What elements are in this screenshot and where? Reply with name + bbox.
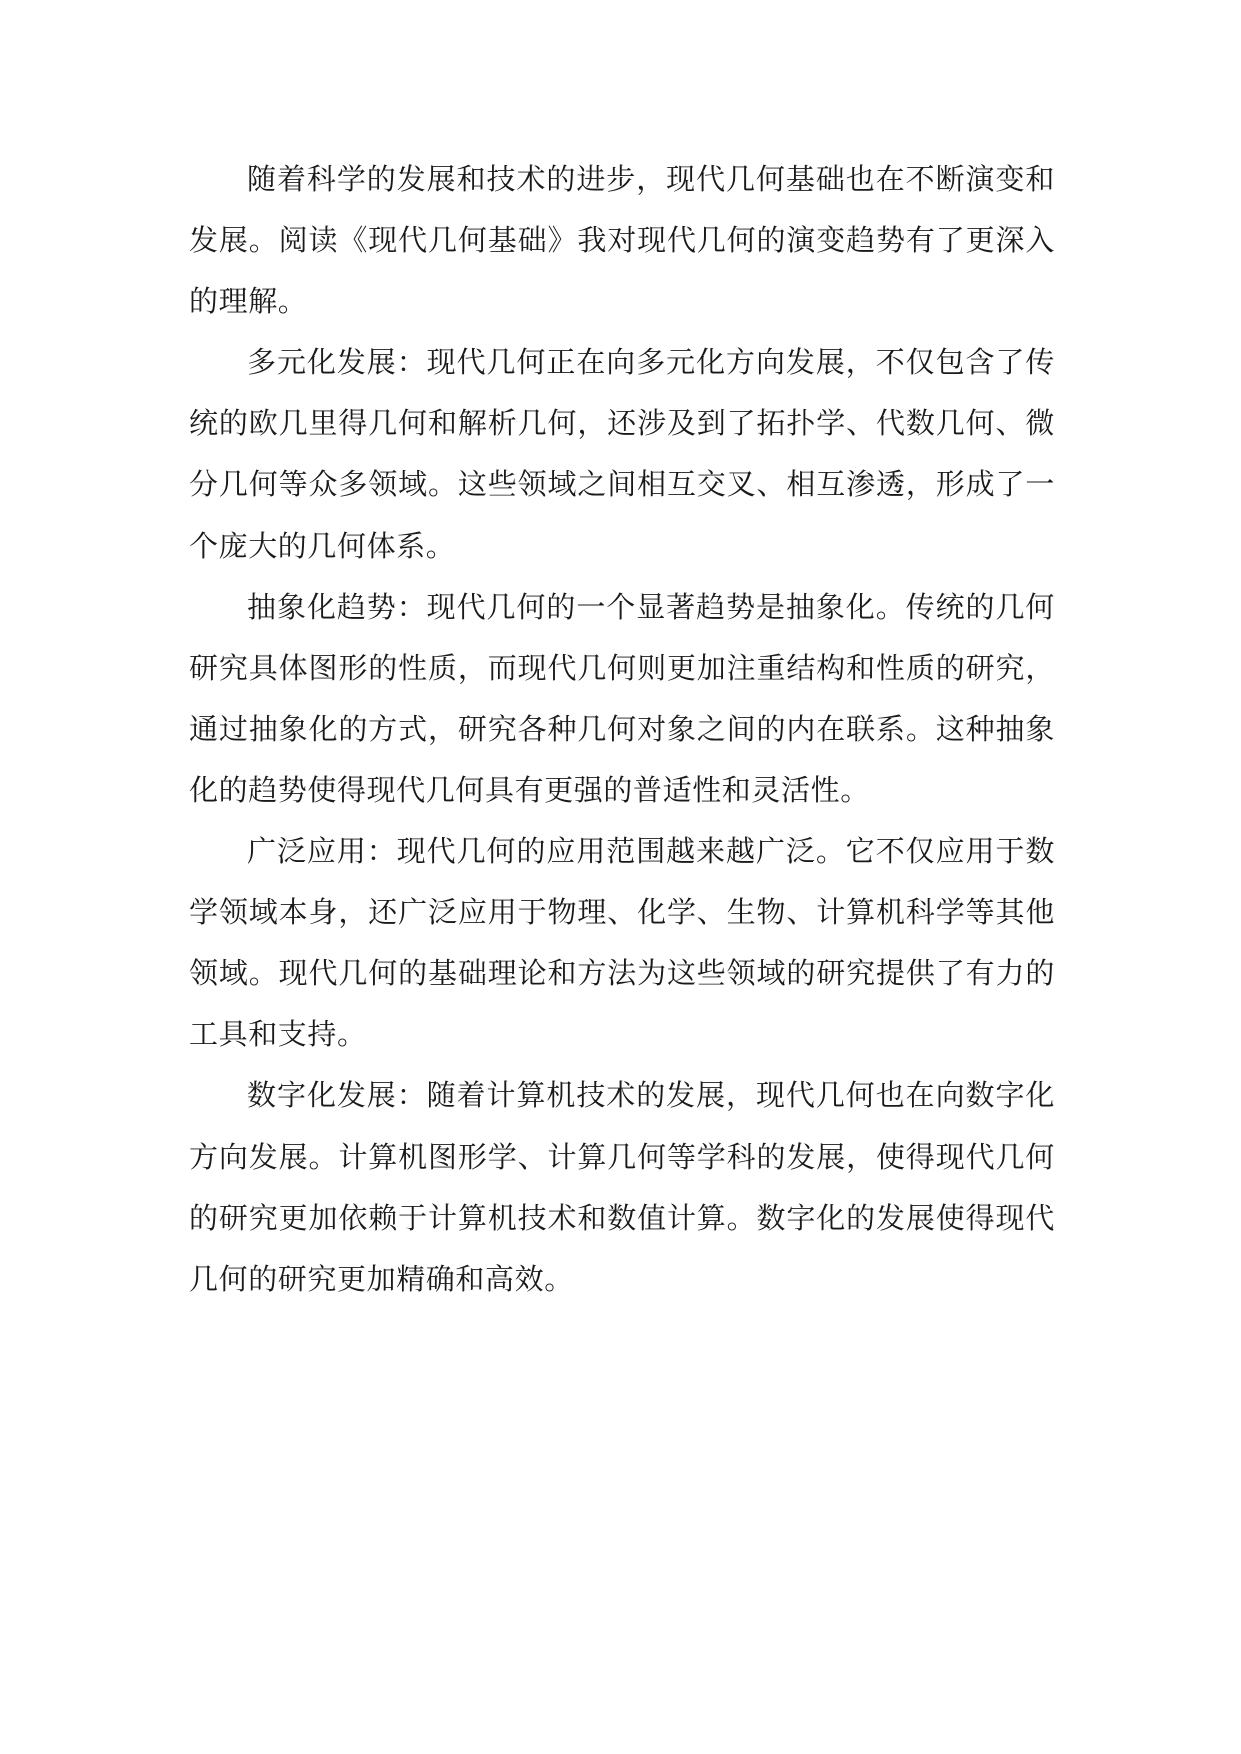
paragraph-diversification: 多元化发展：现代几何正在向多元化方向发展，不仅包含了传统的欧几里得几何和解析几何，还涉及到了拓扑学、代数几何、微分几何等众多领域。这些领域之间相互交叉、相互渗透，形成了一个庞大的几何体系。 bbox=[189, 345, 1055, 563]
paragraph-abstraction: 抽象化趋势：现代几何的一个显著趋势是抽象化。传统的几何研究具体图形的性质，而现代几何则更加注重结构和性质的研究，通过抽象化的方式，研究各种几何对象之间的内在联系。这种抽象化的趋势使得现代几何具有更强的普适性和灵活性。 bbox=[189, 589, 1055, 807]
paragraph-digitalization: 数字化发展：随着计算机技术的发展，现代几何也在向数字化方向发展。计算机图形学、计算几何等学科的发展，使得现代几何的研究更加依赖于计算机技术和数值计算。数字化的发展使得现代几何的研究更加精确和高效。 bbox=[189, 1078, 1055, 1296]
paragraph-applications: 广泛应用：现代几何的应用范围越来越广泛。它不仅应用于数学领域本身，还广泛应用于物理、化学、生物、计算机科学等其他领域。现代几何的基础理论和方法为这些领域的研究提供了有力的工具和支持。 bbox=[189, 834, 1055, 1052]
paragraph-intro: 随着科学的发展和技术的进步，现代几何基础也在不断演变和发展。阅读《现代几何基础》我对现代几何的演变趋势有了更深入的理解。 bbox=[189, 162, 1055, 319]
